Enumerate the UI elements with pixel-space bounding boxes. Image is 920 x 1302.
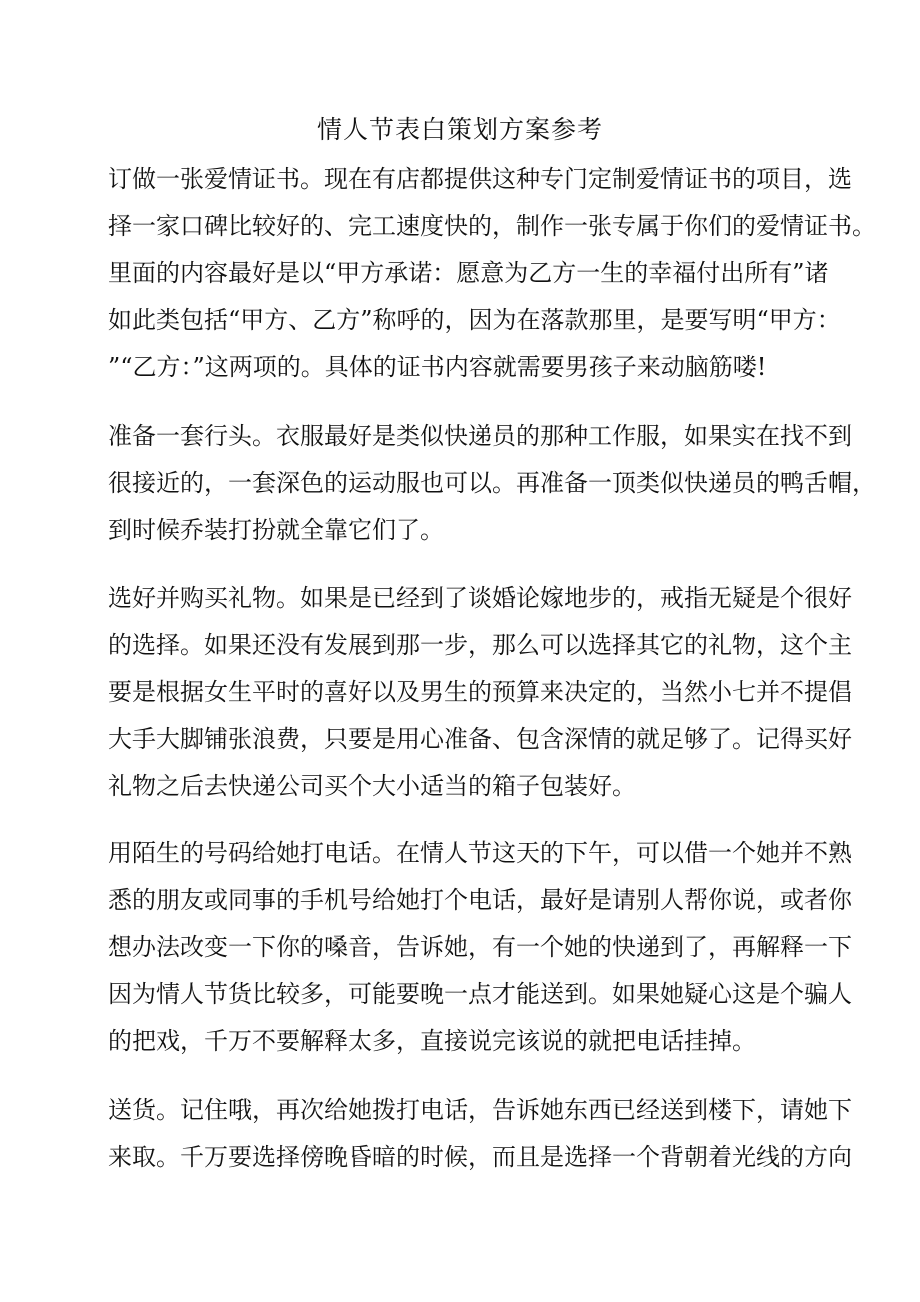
paragraph-line: 准备一套行头。衣服最好是类似快递员的那种工作服，如果实在找不到 (108, 422, 852, 450)
paragraph-line: 里面的内容最好是以“甲方承诺：愿意为乙方一生的幸福付出所有”诸 (108, 259, 829, 287)
paragraph-line: 想办法改变一下你的嗓音，告诉她，有一个她的快递到了，再解释一下 (108, 933, 852, 961)
paragraph-phone-call (108, 830, 852, 1065)
paragraph-line: 礼物之后去快递公司买个大小适当的箱子包装好。 (108, 772, 636, 800)
paragraph-line: 送货。记住哦，再次给她拨打电话，告诉她东西已经送到楼下，请她下 (108, 1096, 852, 1124)
paragraph-line: 悉的朋友或同事的手机号给她打个电话，最好是请别人帮你说，或者你 (108, 886, 852, 914)
paragraph-line: 要是根据女生平时的喜好以及男生的预算来决定的，当然小七并不提倡 (108, 678, 852, 706)
paragraph-line: 很接近的，一套深色的运动服也可以。再准备一顶类似快递员的鸭舌帽， (108, 469, 876, 497)
paragraph-line: 择一家口碑比较好的、完工速度快的，制作一张专属于你们的爱情证书。 (108, 212, 876, 240)
paragraph-line: 因为情人节货比较多，可能要晚一点才能送到。如果她疑心这是个骗人 (108, 980, 852, 1008)
paragraph-line: 用陌生的号码给她打电话。在情人节这天的下午，可以借一个她并不熟 (108, 839, 852, 867)
paragraph-love-certificate (108, 156, 876, 391)
paragraph-line: 的把戏，千万不要解释太多，直接说完该说的就把电话挂掉。 (108, 1027, 756, 1055)
paragraph-line: 的选择。如果还没有发展到那一步，那么可以选择其它的礼物，这个主 (108, 631, 852, 659)
paragraph-outfit (108, 413, 876, 554)
paragraph-line: 到时候乔装打扮就全靠它们了。 (108, 516, 444, 544)
paragraph-line: 来取。千万要选择傍晚昏暗的时候，而且是选择一个背朝着光线的方向 (108, 1143, 852, 1171)
paragraph-gift (108, 575, 852, 810)
paragraph-line: 大手大脚铺张浪费，只要是用心准备、包含深情的就足够了。记得买好 (108, 725, 852, 753)
paragraph-line: ”“乙方：”这两项的。具体的证书内容就需要男孩子来动脑筋喽! (108, 353, 767, 381)
paragraph-line: 订做一张爱情证书。现在有店都提供这种专门定制爱情证书的项目，选 (108, 165, 852, 193)
document-title: 情人节表白策划方案参考 (316, 115, 603, 144)
paragraph-line: 选好并购买礼物。如果是已经到了谈婚论嫁地步的，戒指无疑是个很好 (108, 584, 852, 612)
paragraph-delivery (108, 1087, 852, 1181)
paragraph-line: 如此类包括“甲方、乙方”称呼的，因为在落款那里，是要写明“甲方： (108, 306, 841, 334)
